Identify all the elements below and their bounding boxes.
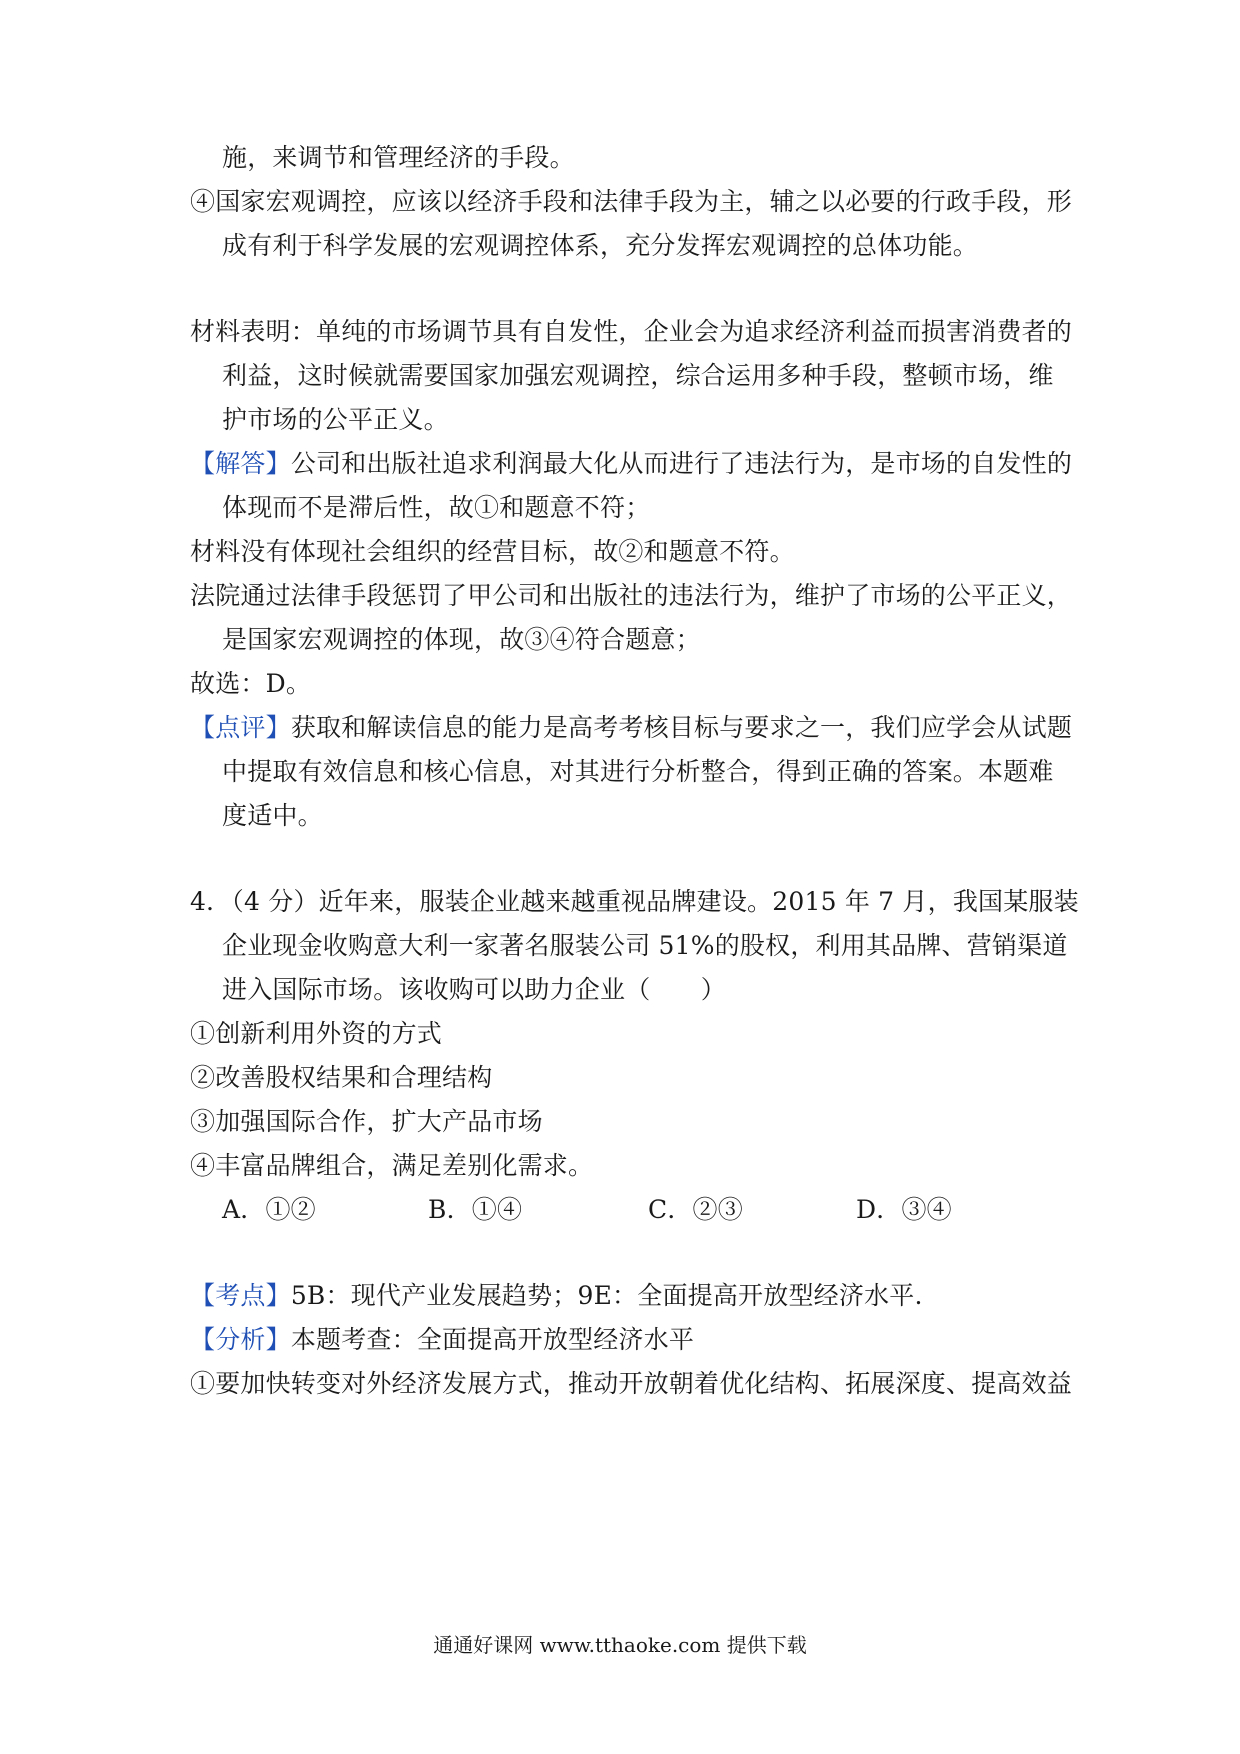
comment-line-2: 中提取有效信息和核心信息，对其进行分析整合，得到正确的答案。本题难 xyxy=(222,757,1054,786)
answer-line-5: 是国家宏观调控的体现，故③④符合题意； xyxy=(222,625,701,654)
material-line-3: 护市场的公平正义。 xyxy=(222,405,449,434)
statement-2: ②改善股权结果和合理结构 xyxy=(190,1063,493,1092)
options-row xyxy=(222,1193,1122,1227)
intro-line-2: ④国家宏观调控，应该以经济手段和法律手段为主，辅之以必要的行政手段，形 xyxy=(190,187,1073,216)
material-line-2: 利益，这时候就需要国家加强宏观调控，综合运用多种手段，整顿市场，维 xyxy=(222,361,1054,390)
answer-line-1 xyxy=(190,447,1072,481)
answer-tag: 【解答】 xyxy=(190,449,291,478)
intro-line-3: 成有利于科学发展的宏观调控体系，充分发挥宏观调控的总体功能。 xyxy=(222,231,979,260)
fenxi-tag: 【分析】 xyxy=(190,1325,291,1354)
fenxi-line-1 xyxy=(190,1323,694,1357)
question4-line-1: 4．（4 分）近年来，服装企业越来越重视品牌建设。2015 年 7 月，我国某服装 xyxy=(190,887,1079,916)
statement-1: ①创新利用外资的方式 xyxy=(190,1019,443,1048)
option-b: B．①④ xyxy=(428,1195,523,1224)
page-footer: 通通好课网 www.tthaoke.com 提供下载 xyxy=(433,1633,807,1657)
question4-line-3: 进入国际市场。该收购可以助力企业（ ） xyxy=(222,975,727,1004)
kaodian-tag: 【考点】 xyxy=(190,1281,291,1310)
statement-4: ④丰富品牌组合，满足差别化需求。 xyxy=(190,1151,594,1180)
comment-line-3: 度适中。 xyxy=(222,801,323,830)
answer-line-6: 故选：D。 xyxy=(190,669,312,698)
answer-line-2: 体现而不是滞后性，故①和题意不符； xyxy=(222,493,651,522)
fenxi-line-2: ①要加快转变对外经济发展方式，推动开放朝着优化结构、拓展深度、提高效益 xyxy=(190,1369,1073,1398)
intro-line-1: 施，来调节和管理经济的手段。 xyxy=(222,143,575,172)
option-a: A．①② xyxy=(222,1195,316,1224)
kaodian-line xyxy=(190,1279,923,1313)
answer-line-4: 法院通过法律手段惩罚了甲公司和出版社的违法行为，维护了市场的公平正义， xyxy=(190,581,1073,610)
statement-3: ③加强国际合作，扩大产品市场 xyxy=(190,1107,543,1136)
option-c: C．②③ xyxy=(648,1195,743,1224)
comment-text: 获取和解读信息的能力是高考考核目标与要求之一，我们应学会从试题 xyxy=(290,713,1073,742)
answer-line-3: 材料没有体现社会组织的经营目标，故②和题意不符。 xyxy=(190,537,795,566)
kaodian-text: 5B：现代产业发展趋势；9E：全面提高开放型经济水平. xyxy=(290,1281,923,1310)
question4-line-2: 企业现金收购意大利一家著名服装公司 51%的股权，利用其品牌、营销渠道 xyxy=(222,931,1068,960)
fenxi-text: 本题考查：全面提高开放型经济水平 xyxy=(290,1325,695,1354)
comment-tag: 【点评】 xyxy=(190,713,291,742)
material-line-1: 材料表明：单纯的市场调节具有自发性，企业会为追求经济利益而损害消费者的 xyxy=(190,317,1073,346)
comment-line-1 xyxy=(190,711,1072,745)
option-d: D．③④ xyxy=(856,1195,952,1224)
answer-text: 公司和出版社追求利润最大化从而进行了违法行为，是市场的自发性的 xyxy=(290,449,1073,478)
